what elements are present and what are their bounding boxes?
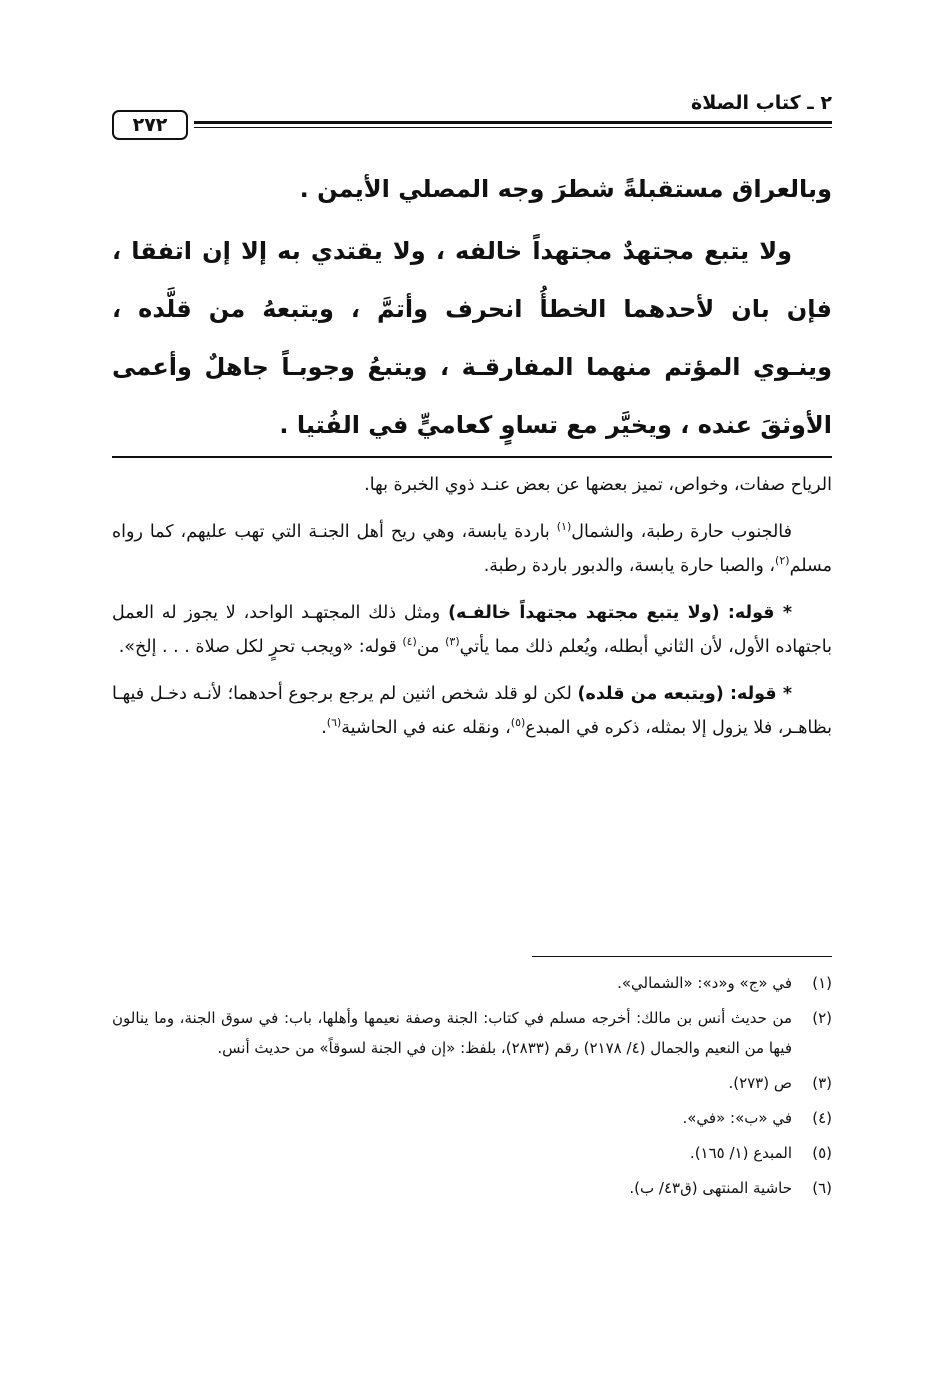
commentary-text: لكن لو قلد شخص اثنين لم يرجع برجوع أحدهما؛ لأنـه دخـل فيهـا بظاهـر، فلا يزول إلا بمثله، ذكره في المبدع xyxy=(112,684,832,738)
commentary-text: ، ونقله عنه في الحاشية xyxy=(341,718,511,738)
commentary-divider xyxy=(112,456,832,458)
footnote-number: (٣) xyxy=(812,1074,832,1092)
footnote-text: ص (٢٧٣). xyxy=(728,1074,792,1092)
commentary-paragraph xyxy=(112,515,832,583)
footnote-text: في «ج» و«د»: «الشمالي». xyxy=(617,974,792,992)
footnote-number: (٤) xyxy=(812,1109,832,1127)
footnote-text: من حديث أنس بن مالك: أخرجه مسلم في كتاب: الجنة وصفة نعيمها وأهلها، باب: في سوق الجنة، وما ينالون فيها من النعيم والجمال (٤/ ٢١٧٨) رقم (٢٨٣٣)، بلفظ: «إن في الجنة لسوقاً» من حديث أنس. xyxy=(112,1009,792,1057)
commentary-paragraph xyxy=(112,677,832,745)
commentary xyxy=(112,468,832,758)
footnotes xyxy=(112,968,832,1208)
footnote-number: (٥) xyxy=(812,1144,832,1162)
commentary-paragraph xyxy=(112,468,832,502)
commentary-text: ومثل ذلك المجتهـد الواحد، لا يجوز له العمل باجتهاده الأول، لأن الثاني أبطله، ويُعلم ذلك مما يأتي xyxy=(112,603,832,657)
footnote-item xyxy=(112,968,832,998)
commentary-text: ، والصبا حارة يابسة، والدبور باردة رطبة. xyxy=(483,556,776,576)
footnote-ref[interactable]: (٣) xyxy=(445,635,460,648)
footnote-item xyxy=(112,1103,832,1133)
commentary-paragraph xyxy=(112,596,832,664)
main-paragraph: وبالعراق مستقبلةً شطرَ وجه المصلي الأيمن . xyxy=(299,175,832,203)
footnote-number: (٦) xyxy=(812,1179,832,1197)
footnote-text: في «ب»: «في». xyxy=(682,1109,792,1127)
footnote-ref[interactable]: (٢) xyxy=(775,554,790,567)
footnote-item xyxy=(112,1003,832,1063)
commentary-text: الرياح صفات، وخواص، تميز بعضها عن بعض عنـد ذوي الخبرة بها. xyxy=(364,475,832,495)
footnote-number: (١) xyxy=(812,974,832,992)
quoted-lemma: * قوله: (ولا يتبع مجتهد مجتهداً خالفـه) xyxy=(448,603,792,623)
footnote-ref[interactable]: (٥) xyxy=(510,716,526,729)
running-title: ٢ ـ كتاب الصلاة xyxy=(691,92,832,114)
header-rule-thin xyxy=(194,127,832,128)
main-text xyxy=(112,160,832,454)
footnote-ref[interactable]: (١) xyxy=(556,520,572,533)
footnote-divider xyxy=(532,956,832,957)
footnote-text: حاشية المنتهى (ق٤٣/ ب). xyxy=(629,1179,792,1197)
footnote-item xyxy=(112,1138,832,1168)
footnote-ref[interactable]: (٤) xyxy=(402,635,417,648)
footnote-ref[interactable]: (٦) xyxy=(326,716,342,729)
commentary-text: باردة يابسة، وهي ريح أهل الجنـة التي تهب عليهم، كما رواه مسلم xyxy=(112,522,832,576)
header-rule xyxy=(194,121,832,124)
commentary-text: . xyxy=(321,718,327,738)
commentary-text: فالجنوب حارة رطبة، والشمال xyxy=(571,522,792,542)
commentary-text: قوله: «ويجب تحرٍ لكل صلاة . . . إلخ». xyxy=(118,637,403,657)
quoted-lemma: * قوله: (ويتبعه من قلده) xyxy=(577,684,792,704)
footnote-number: (٢) xyxy=(812,1009,832,1027)
commentary-text: من xyxy=(416,637,446,657)
footnote-item xyxy=(112,1173,832,1203)
main-paragraph: ولا يتبع مجتهدٌ مجتهداً خالفه ، ولا يقتدي به إلا إن اتفقا ، فإن بان لأحدهما الخطأُ انحرف وأتمَّ ، ويتبعهُ من قلَّده ، وينـوي المؤتم منهما المفارقـة ، ويتبعُ وجوبـاً جاهلٌ وأعمى الأوثقَ عنده ، ويخيَّر مع تساوٍ كعاميٍّ في الفُتيا . xyxy=(112,237,832,439)
footnote-text: المبدع (١/ ١٦٥). xyxy=(689,1144,792,1162)
page-header xyxy=(112,92,832,142)
page-number: ٢٧٢ xyxy=(112,110,188,140)
footnote-item xyxy=(112,1068,832,1098)
